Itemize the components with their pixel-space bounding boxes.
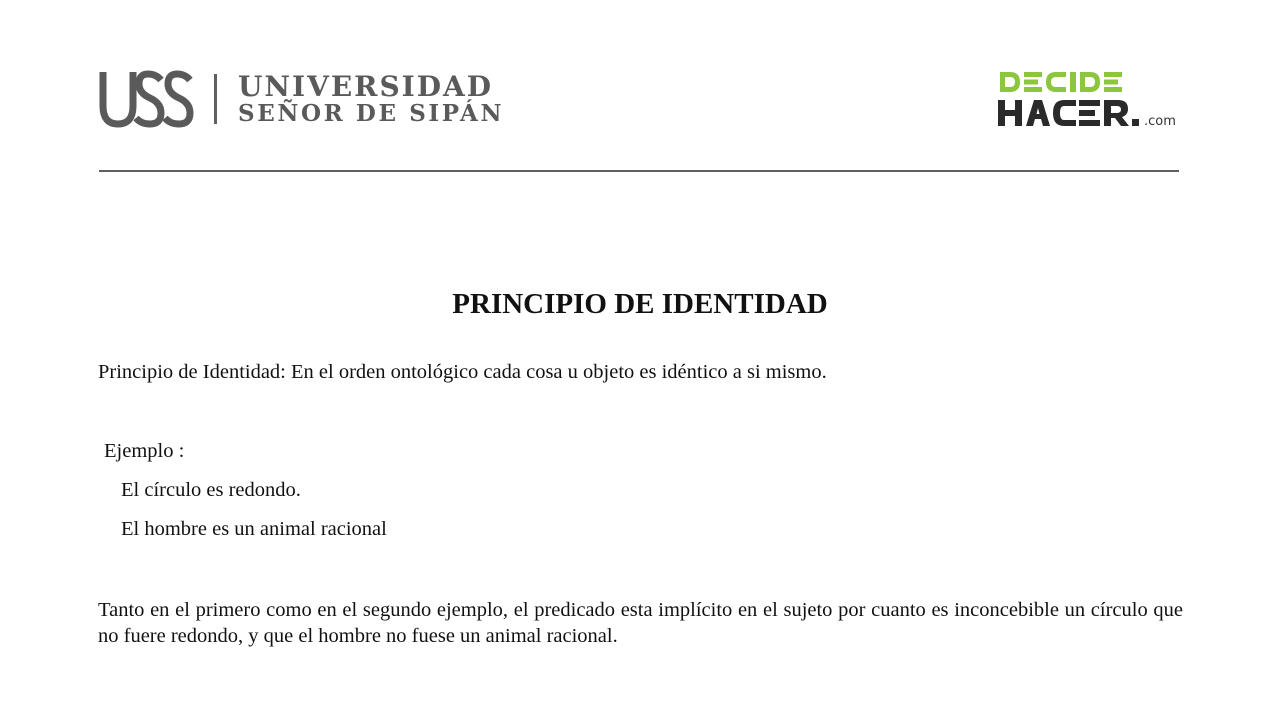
slide-title: PRINCIPIO DE IDENTIDAD — [452, 288, 828, 320]
definition-text: Principio de Identidad: En el orden ontológico cada cosa u objeto es idéntico a si mismo. — [98, 361, 827, 383]
example-item: El hombre es un animal racional — [121, 518, 387, 540]
university-name-line1: UNIVERSIDAD — [238, 70, 494, 103]
uss-monogram-logo — [98, 70, 198, 128]
university-logo — [98, 66, 538, 132]
example-label: Ejemplo : — [104, 440, 185, 462]
logo-separator — [214, 74, 217, 124]
decide-hacer-logo — [996, 70, 1182, 130]
example-item: El círculo es redondo. — [121, 479, 301, 501]
header-divider — [99, 170, 1179, 172]
university-name-line2: SEÑOR DE SIPÁN — [238, 100, 505, 127]
decide-hacer-suffix: .com — [1144, 114, 1176, 129]
conclusion-paragraph: Tanto en el primero como en el segundo ejemplo, el predicado esta implícito en el sujeto por cuanto es inconcebible un círculo que no fuere redondo, y que el hombre no fuese un animal racional. — [98, 599, 1183, 647]
